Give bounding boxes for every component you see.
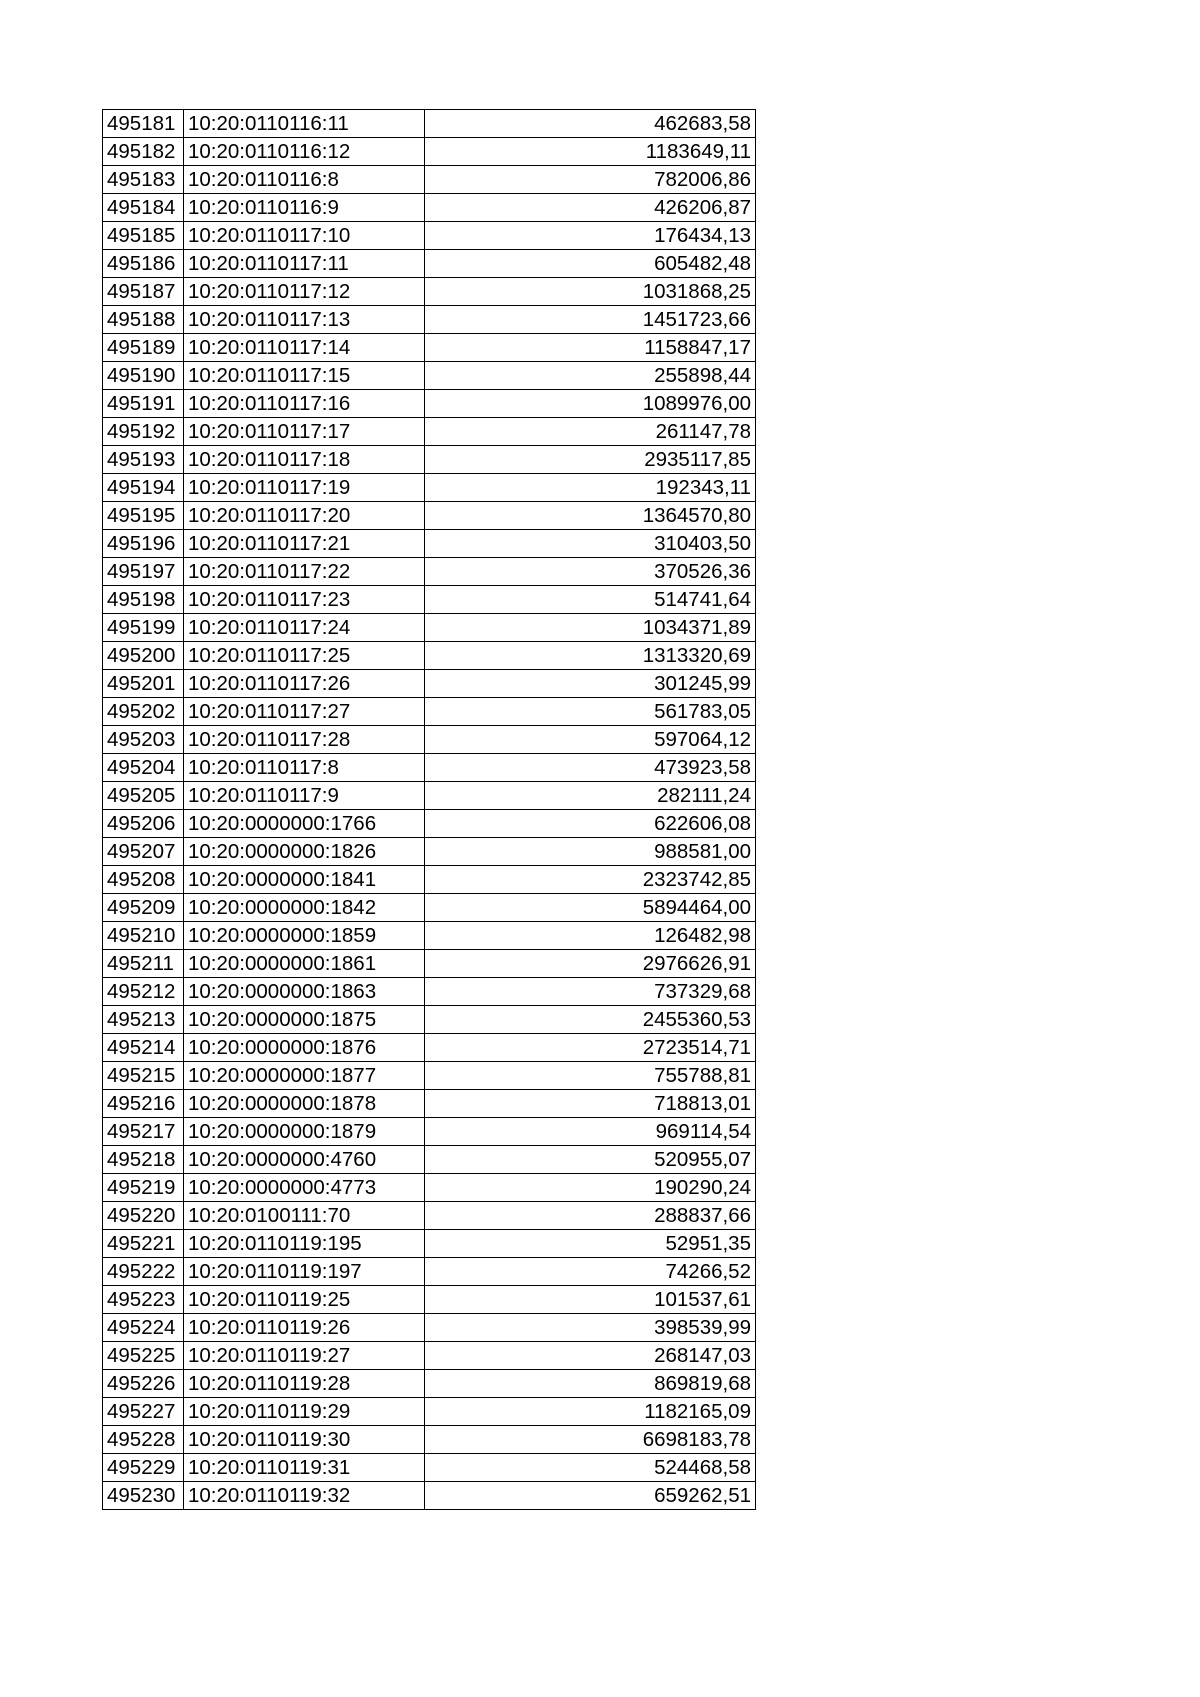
cadastral-number-cell: 10:20:0000000:1863 xyxy=(184,978,425,1006)
cadastral-number-cell: 10:20:0000000:1826 xyxy=(184,838,425,866)
cadastral-number-cell: 10:20:0000000:1879 xyxy=(184,1118,425,1146)
value-cell: 6698183,78 xyxy=(425,1426,756,1454)
table-row xyxy=(103,362,756,390)
cadastral-number-cell: 10:20:0110119:25 xyxy=(184,1286,425,1314)
value-cell: 288837,66 xyxy=(425,1202,756,1230)
table-row xyxy=(103,558,756,586)
row-number-cell: 495192 xyxy=(103,418,184,446)
value-cell: 659262,51 xyxy=(425,1482,756,1510)
cadastral-number-cell: 10:20:0110119:197 xyxy=(184,1258,425,1286)
value-cell: 74266,52 xyxy=(425,1258,756,1286)
row-number-cell: 495197 xyxy=(103,558,184,586)
value-cell: 52951,35 xyxy=(425,1230,756,1258)
cadastral-number-cell: 10:20:0000000:4773 xyxy=(184,1174,425,1202)
table-row xyxy=(103,1146,756,1174)
cadastral-number-cell: 10:20:0110119:27 xyxy=(184,1342,425,1370)
row-number-cell: 495224 xyxy=(103,1314,184,1342)
table-row xyxy=(103,810,756,838)
table-row xyxy=(103,922,756,950)
table-row xyxy=(103,1342,756,1370)
row-number-cell: 495202 xyxy=(103,698,184,726)
table-row xyxy=(103,1202,756,1230)
cadastral-number-cell: 10:20:0110119:26 xyxy=(184,1314,425,1342)
row-number-cell: 495199 xyxy=(103,614,184,642)
row-number-cell: 495181 xyxy=(103,110,184,138)
table-row xyxy=(103,1034,756,1062)
table-row xyxy=(103,334,756,362)
row-number-cell: 495206 xyxy=(103,810,184,838)
table-row xyxy=(103,1118,756,1146)
value-cell: 988581,00 xyxy=(425,838,756,866)
row-number-cell: 495196 xyxy=(103,530,184,558)
cadastral-number-cell: 10:20:0110119:28 xyxy=(184,1370,425,1398)
value-cell: 2323742,85 xyxy=(425,866,756,894)
value-cell: 176434,13 xyxy=(425,222,756,250)
cadastral-number-cell: 10:20:0110117:13 xyxy=(184,306,425,334)
table-row xyxy=(103,1370,756,1398)
row-number-cell: 495185 xyxy=(103,222,184,250)
row-number-cell: 495188 xyxy=(103,306,184,334)
row-number-cell: 495212 xyxy=(103,978,184,1006)
cadastral-number-cell: 10:20:0000000:1842 xyxy=(184,894,425,922)
value-cell: 1089976,00 xyxy=(425,390,756,418)
row-number-cell: 495193 xyxy=(103,446,184,474)
value-cell: 597064,12 xyxy=(425,726,756,754)
row-number-cell: 495215 xyxy=(103,1062,184,1090)
row-number-cell: 495195 xyxy=(103,502,184,530)
value-cell: 1313320,69 xyxy=(425,642,756,670)
cadastral-number-cell: 10:20:0000000:1766 xyxy=(184,810,425,838)
value-cell: 1031868,25 xyxy=(425,278,756,306)
table-row xyxy=(103,390,756,418)
value-cell: 126482,98 xyxy=(425,922,756,950)
row-number-cell: 495183 xyxy=(103,166,184,194)
row-number-cell: 495219 xyxy=(103,1174,184,1202)
row-number-cell: 495184 xyxy=(103,194,184,222)
row-number-cell: 495200 xyxy=(103,642,184,670)
table-row xyxy=(103,726,756,754)
row-number-cell: 495221 xyxy=(103,1230,184,1258)
table-row xyxy=(103,446,756,474)
table-row xyxy=(103,418,756,446)
row-number-cell: 495201 xyxy=(103,670,184,698)
table-row xyxy=(103,978,756,1006)
cadastral-number-cell: 10:20:0110117:27 xyxy=(184,698,425,726)
row-number-cell: 495203 xyxy=(103,726,184,754)
row-number-cell: 495207 xyxy=(103,838,184,866)
value-cell: 514741,64 xyxy=(425,586,756,614)
value-cell: 869819,68 xyxy=(425,1370,756,1398)
row-number-cell: 495213 xyxy=(103,1006,184,1034)
value-cell: 1182165,09 xyxy=(425,1398,756,1426)
table-row xyxy=(103,698,756,726)
table-row xyxy=(103,502,756,530)
value-cell: 1451723,66 xyxy=(425,306,756,334)
value-cell: 718813,01 xyxy=(425,1090,756,1118)
row-number-cell: 495226 xyxy=(103,1370,184,1398)
cadastral-number-cell: 10:20:0110117:25 xyxy=(184,642,425,670)
row-number-cell: 495214 xyxy=(103,1034,184,1062)
cadastral-number-cell: 10:20:0110117:15 xyxy=(184,362,425,390)
table-row xyxy=(103,1090,756,1118)
table-row xyxy=(103,530,756,558)
value-cell: 2455360,53 xyxy=(425,1006,756,1034)
cadastral-number-cell: 10:20:0110116:11 xyxy=(184,110,425,138)
cadastral-number-cell: 10:20:0110116:9 xyxy=(184,194,425,222)
cadastral-number-cell: 10:20:0110119:195 xyxy=(184,1230,425,1258)
row-number-cell: 495182 xyxy=(103,138,184,166)
table-row xyxy=(103,950,756,978)
cadastral-number-cell: 10:20:0110117:12 xyxy=(184,278,425,306)
cadastral-number-cell: 10:20:0110116:8 xyxy=(184,166,425,194)
cadastral-number-cell: 10:20:0000000:1876 xyxy=(184,1034,425,1062)
value-cell: 2935117,85 xyxy=(425,446,756,474)
row-number-cell: 495187 xyxy=(103,278,184,306)
row-number-cell: 495216 xyxy=(103,1090,184,1118)
value-cell: 2723514,71 xyxy=(425,1034,756,1062)
cadastral-number-cell: 10:20:0110117:22 xyxy=(184,558,425,586)
table-row xyxy=(103,1174,756,1202)
value-cell: 192343,11 xyxy=(425,474,756,502)
cadastral-number-cell: 10:20:0000000:1878 xyxy=(184,1090,425,1118)
cadastral-number-cell: 10:20:0110117:10 xyxy=(184,222,425,250)
cadastral-number-cell: 10:20:0110117:11 xyxy=(184,250,425,278)
cadastral-number-cell: 10:20:0000000:1859 xyxy=(184,922,425,950)
cadastral-value-table xyxy=(102,109,756,1510)
cadastral-number-cell: 10:20:0110117:8 xyxy=(184,754,425,782)
row-number-cell: 495217 xyxy=(103,1118,184,1146)
row-number-cell: 495191 xyxy=(103,390,184,418)
row-number-cell: 495205 xyxy=(103,782,184,810)
cadastral-number-cell: 10:20:0110117:18 xyxy=(184,446,425,474)
table-row xyxy=(103,278,756,306)
cadastral-number-cell: 10:20:0110119:31 xyxy=(184,1454,425,1482)
value-cell: 370526,36 xyxy=(425,558,756,586)
value-cell: 1158847,17 xyxy=(425,334,756,362)
table-row xyxy=(103,138,756,166)
table-row xyxy=(103,614,756,642)
value-cell: 605482,48 xyxy=(425,250,756,278)
value-cell: 969114,54 xyxy=(425,1118,756,1146)
value-cell: 310403,50 xyxy=(425,530,756,558)
cadastral-number-cell: 10:20:0000000:1861 xyxy=(184,950,425,978)
table-row xyxy=(103,586,756,614)
table-row xyxy=(103,1062,756,1090)
value-cell: 462683,58 xyxy=(425,110,756,138)
row-number-cell: 495204 xyxy=(103,754,184,782)
cadastral-number-cell: 10:20:0110117:14 xyxy=(184,334,425,362)
table-row xyxy=(103,754,756,782)
table-row xyxy=(103,306,756,334)
table-row xyxy=(103,894,756,922)
table-row xyxy=(103,1482,756,1510)
row-number-cell: 495220 xyxy=(103,1202,184,1230)
cadastral-number-cell: 10:20:0000000:1841 xyxy=(184,866,425,894)
table-row xyxy=(103,474,756,502)
row-number-cell: 495230 xyxy=(103,1482,184,1510)
cadastral-number-cell: 10:20:0110119:30 xyxy=(184,1426,425,1454)
value-cell: 737329,68 xyxy=(425,978,756,1006)
row-number-cell: 495209 xyxy=(103,894,184,922)
cadastral-number-cell: 10:20:0110117:9 xyxy=(184,782,425,810)
value-cell: 268147,03 xyxy=(425,1342,756,1370)
cadastral-number-cell: 10:20:0110119:32 xyxy=(184,1482,425,1510)
table-row xyxy=(103,250,756,278)
cadastral-number-cell: 10:20:0110117:20 xyxy=(184,502,425,530)
cadastral-number-cell: 10:20:0000000:1877 xyxy=(184,1062,425,1090)
table-row xyxy=(103,1258,756,1286)
table-row xyxy=(103,1398,756,1426)
value-cell: 282111,24 xyxy=(425,782,756,810)
table-row xyxy=(103,110,756,138)
table-row xyxy=(103,670,756,698)
cadastral-number-cell: 10:20:0110117:21 xyxy=(184,530,425,558)
value-cell: 782006,86 xyxy=(425,166,756,194)
table-row xyxy=(103,166,756,194)
row-number-cell: 495190 xyxy=(103,362,184,390)
row-number-cell: 495208 xyxy=(103,866,184,894)
table-row xyxy=(103,866,756,894)
cadastral-number-cell: 10:20:0100111:70 xyxy=(184,1202,425,1230)
value-cell: 1034371,89 xyxy=(425,614,756,642)
value-cell: 261147,78 xyxy=(425,418,756,446)
row-number-cell: 495227 xyxy=(103,1398,184,1426)
table-row xyxy=(103,1230,756,1258)
row-number-cell: 495211 xyxy=(103,950,184,978)
value-cell: 426206,87 xyxy=(425,194,756,222)
row-number-cell: 495189 xyxy=(103,334,184,362)
cadastral-number-cell: 10:20:0110117:24 xyxy=(184,614,425,642)
table-body xyxy=(103,110,756,1510)
value-cell: 1364570,80 xyxy=(425,502,756,530)
table-row xyxy=(103,1454,756,1482)
cadastral-number-cell: 10:20:0110117:17 xyxy=(184,418,425,446)
value-cell: 190290,24 xyxy=(425,1174,756,1202)
cadastral-number-cell: 10:20:0110117:26 xyxy=(184,670,425,698)
row-number-cell: 495222 xyxy=(103,1258,184,1286)
table-row xyxy=(103,642,756,670)
value-cell: 301245,99 xyxy=(425,670,756,698)
cadastral-number-cell: 10:20:0000000:4760 xyxy=(184,1146,425,1174)
value-cell: 2976626,91 xyxy=(425,950,756,978)
cadastral-number-cell: 10:20:0110117:16 xyxy=(184,390,425,418)
table-row xyxy=(103,782,756,810)
table-row xyxy=(103,222,756,250)
value-cell: 5894464,00 xyxy=(425,894,756,922)
table-row xyxy=(103,1426,756,1454)
row-number-cell: 495218 xyxy=(103,1146,184,1174)
table-row xyxy=(103,838,756,866)
row-number-cell: 495186 xyxy=(103,250,184,278)
cadastral-number-cell: 10:20:0110117:28 xyxy=(184,726,425,754)
cadastral-number-cell: 10:20:0110117:19 xyxy=(184,474,425,502)
row-number-cell: 495198 xyxy=(103,586,184,614)
value-cell: 473923,58 xyxy=(425,754,756,782)
table-row xyxy=(103,1286,756,1314)
row-number-cell: 495228 xyxy=(103,1426,184,1454)
value-cell: 1183649,11 xyxy=(425,138,756,166)
cadastral-number-cell: 10:20:0110119:29 xyxy=(184,1398,425,1426)
row-number-cell: 495225 xyxy=(103,1342,184,1370)
cadastral-number-cell: 10:20:0000000:1875 xyxy=(184,1006,425,1034)
value-cell: 755788,81 xyxy=(425,1062,756,1090)
value-cell: 101537,61 xyxy=(425,1286,756,1314)
row-number-cell: 495210 xyxy=(103,922,184,950)
cadastral-number-cell: 10:20:0110117:23 xyxy=(184,586,425,614)
table-row xyxy=(103,194,756,222)
table-row xyxy=(103,1314,756,1342)
row-number-cell: 495223 xyxy=(103,1286,184,1314)
row-number-cell: 495194 xyxy=(103,474,184,502)
value-cell: 561783,05 xyxy=(425,698,756,726)
value-cell: 622606,08 xyxy=(425,810,756,838)
row-number-cell: 495229 xyxy=(103,1454,184,1482)
value-cell: 520955,07 xyxy=(425,1146,756,1174)
value-cell: 255898,44 xyxy=(425,362,756,390)
cadastral-number-cell: 10:20:0110116:12 xyxy=(184,138,425,166)
value-cell: 398539,99 xyxy=(425,1314,756,1342)
value-cell: 524468,58 xyxy=(425,1454,756,1482)
table-row xyxy=(103,1006,756,1034)
